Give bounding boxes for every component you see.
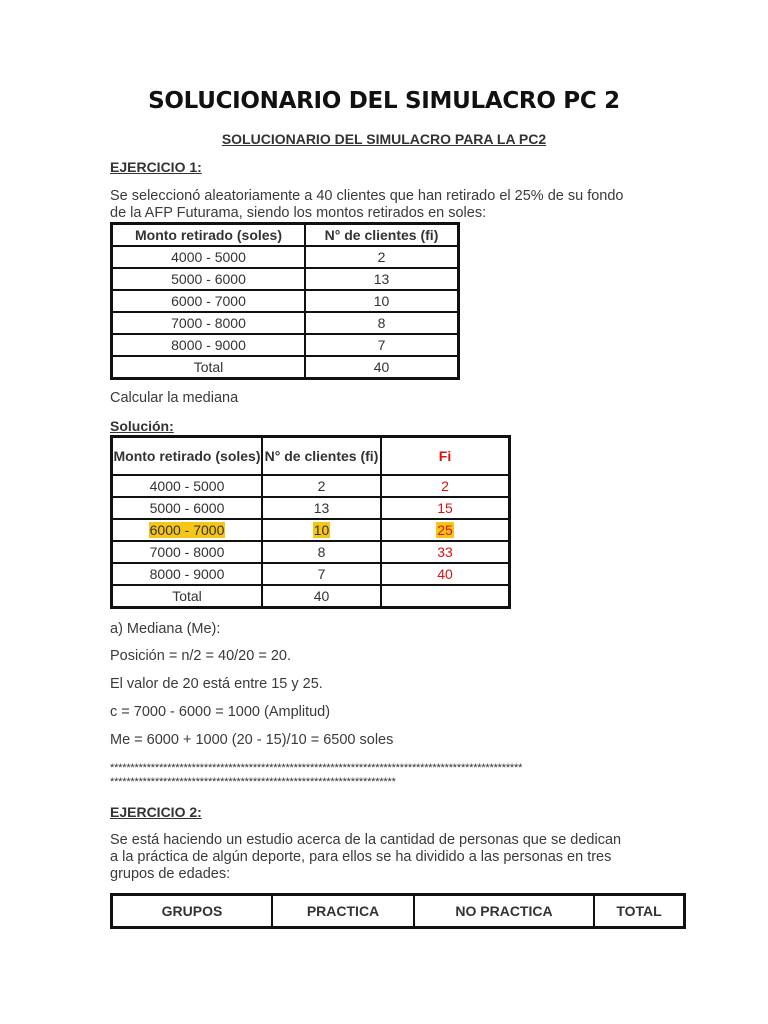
ejercicio-2-heading: EJERCICIO 2: bbox=[110, 804, 202, 820]
table-cell: 7 bbox=[305, 334, 458, 356]
ejercicio-1-heading: EJERCICIO 1: bbox=[110, 159, 202, 175]
table-cell: 7000 - 8000 bbox=[112, 541, 262, 563]
table-cell: 2 bbox=[262, 475, 381, 497]
table-cell: 8000 - 9000 bbox=[112, 334, 305, 356]
ejercicio-1-intro bbox=[110, 188, 670, 222]
table-row bbox=[112, 246, 458, 268]
column-header: GRUPOS bbox=[112, 895, 272, 927]
solution-step: Posición = n/2 = 40/20 = 20. bbox=[110, 648, 291, 664]
table-row bbox=[112, 541, 509, 563]
separator-line: ***************************************************************************************************** bbox=[110, 762, 523, 774]
table-cell: 7 bbox=[262, 563, 381, 585]
table-cell: 2 bbox=[305, 246, 458, 268]
table-total-row bbox=[112, 585, 509, 607]
table-cell: 13 bbox=[262, 497, 381, 519]
column-header-fi: Fi bbox=[381, 437, 509, 475]
separator-line: ********************************************************************** bbox=[110, 776, 396, 788]
column-header: Monto retirado (soles) bbox=[112, 437, 262, 475]
table-row bbox=[112, 475, 509, 497]
table-cell: Total bbox=[112, 585, 262, 607]
table-cell: 40 bbox=[262, 585, 381, 607]
table-cell-fi: 40 bbox=[381, 563, 509, 585]
data-table bbox=[110, 222, 460, 380]
table-cell bbox=[381, 585, 509, 607]
table-row bbox=[112, 268, 458, 290]
column-header: TOTAL bbox=[594, 895, 684, 927]
solution-step: El valor de 20 está entre 15 y 25. bbox=[110, 676, 323, 692]
table-cell: 40 bbox=[305, 356, 458, 378]
table-cell: 4000 - 5000 bbox=[112, 475, 262, 497]
table-cell: 8 bbox=[305, 312, 458, 334]
column-header: N° de clientes (fi) bbox=[262, 437, 381, 475]
intro-line: Se está haciendo un estudio acerca de la cantidad de personas que se dedican bbox=[110, 832, 622, 848]
table-row bbox=[112, 312, 458, 334]
table-cell: 6000 - 7000 bbox=[112, 290, 305, 312]
intro-line: de la AFP Futurama, siendo los montos retirados en soles: bbox=[110, 205, 487, 221]
table-cell-fi: 33 bbox=[381, 541, 509, 563]
table-header-row bbox=[112, 224, 458, 246]
ejercicio-2-intro bbox=[110, 832, 670, 883]
column-header: NO PRACTICA bbox=[414, 895, 594, 927]
table-row bbox=[112, 334, 458, 356]
table-cell: 4000 - 5000 bbox=[112, 246, 305, 268]
solution-step: a) Mediana (Me): bbox=[110, 621, 221, 637]
highlighted-value: 25 bbox=[437, 522, 453, 538]
subtitle: SOLUCIONARIO DEL SIMULACRO PARA LA PC2 bbox=[221, 131, 547, 147]
table-row bbox=[112, 497, 509, 519]
solution-step: Me = 6000 + 1000 (20 - 15)/10 = 6500 soles bbox=[110, 732, 394, 748]
table-cell: 10 bbox=[305, 290, 458, 312]
question-text: Calcular la mediana bbox=[110, 390, 239, 406]
table-header-row bbox=[112, 437, 509, 475]
table-cell: 8000 - 9000 bbox=[112, 563, 262, 585]
table-cell: 8 bbox=[262, 541, 381, 563]
table-cell-fi: 2 bbox=[381, 475, 509, 497]
solucion-label: Solución: bbox=[110, 418, 174, 434]
column-header: Monto retirado (soles) bbox=[112, 224, 305, 246]
intro-line: Se seleccionó aleatoriamente a 40 clientes que han retirado el 25% de su fondo bbox=[110, 188, 624, 204]
column-header: N° de clientes (fi) bbox=[305, 224, 458, 246]
table-cell: Total bbox=[112, 356, 305, 378]
table-cell: 13 bbox=[305, 268, 458, 290]
table-total-row bbox=[112, 356, 458, 378]
table-cell: 5000 - 6000 bbox=[112, 268, 305, 290]
highlighted-value: 10 bbox=[313, 522, 330, 538]
table-cell bbox=[112, 519, 262, 541]
column-header: PRACTICA bbox=[272, 895, 414, 927]
solution-step: c = 7000 - 6000 = 1000 (Amplitud) bbox=[110, 704, 331, 720]
table-header-row bbox=[112, 895, 684, 927]
table-cell bbox=[262, 519, 381, 541]
solution-table bbox=[110, 435, 511, 609]
intro-line: a la práctica de algún deporte, para ellos se ha dividido a las personas en tres bbox=[110, 849, 612, 865]
table-cell-fi: 15 bbox=[381, 497, 509, 519]
intro-line: grupos de edades: bbox=[110, 866, 231, 882]
highlighted-value: 6000 - 7000 bbox=[149, 522, 225, 538]
groups-table bbox=[110, 893, 686, 929]
table-cell-fi bbox=[381, 519, 509, 541]
table-row bbox=[112, 290, 458, 312]
page-title: SOLUCIONARIO DEL SIMULACRO PC 2 bbox=[148, 88, 620, 114]
table-cell: 5000 - 6000 bbox=[112, 497, 262, 519]
table-row-median-class bbox=[112, 519, 509, 541]
table-cell: 7000 - 8000 bbox=[112, 312, 305, 334]
table-row bbox=[112, 563, 509, 585]
